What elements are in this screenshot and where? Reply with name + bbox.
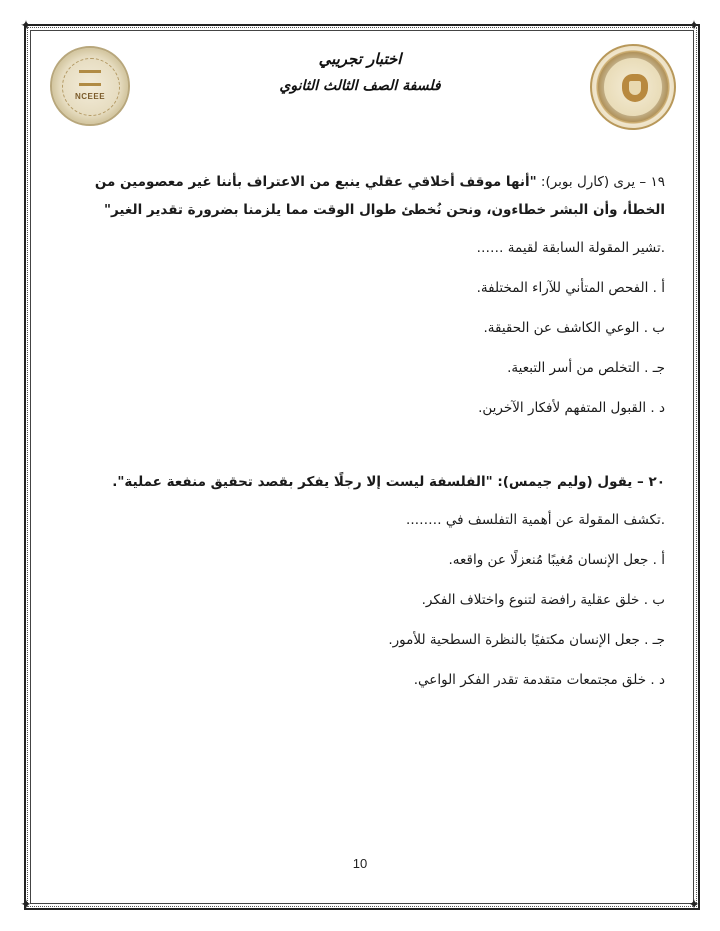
question-stem bbox=[55, 168, 665, 224]
answer-option[interactable]: جـ . جعل الإنسان مكتفيًا بالنظرة السطحية للأمور. bbox=[388, 632, 665, 648]
corner-ornament-icon: ✦ bbox=[20, 897, 32, 913]
exam-subtitle: فلسفة الصف الثالث الثانوي bbox=[279, 78, 441, 94]
question-number-lead: ٢٠ – يقول (وليم جيمس): bbox=[492, 474, 665, 490]
answer-option[interactable]: د . القبول المتفهم لأفكار الآخرين. bbox=[478, 400, 665, 416]
question-quote: "الفلسفة ليست إلا رجلًا يفكر بقصد تحقيق منفعة عملية". bbox=[112, 474, 493, 490]
answer-option[interactable]: جـ . التخلص من أسر التبعية. bbox=[507, 360, 665, 376]
answer-option[interactable]: د . خلق مجتمعات متقدمة تقدر الفكر الواعي. bbox=[413, 672, 665, 688]
ministry-of-education-logo bbox=[590, 44, 676, 130]
exam-title: اختبار تجريبي bbox=[318, 50, 402, 68]
question-number-lead: ١٩ – يرى (كارل بوبر): bbox=[536, 174, 665, 190]
answer-option[interactable]: أ . الفحص المتأني للآراء المختلفة. bbox=[476, 280, 665, 296]
question-19 bbox=[55, 168, 665, 418]
question-quote: "أنها موقف أخلاقي عقلي ينبع من الاعتراف بأننا غير معصومين من الخطأ، وأن البشر خطاءون، ونحن نُخطئ طوال الوقت مما يلزمنا بضرورة تقدير الغير" bbox=[94, 174, 665, 218]
corner-ornament-icon: ✦ bbox=[688, 18, 700, 34]
question-prompt: .تكشف المقولة عن أهمية التفلسف في …….. bbox=[406, 512, 665, 528]
question-stem bbox=[55, 468, 665, 496]
question-prompt: .تشير المقولة السابقة لقيمة …… bbox=[476, 240, 665, 256]
nceee-logo-text: NCEEE bbox=[74, 92, 106, 101]
questions-section bbox=[55, 168, 665, 690]
question-20 bbox=[55, 468, 665, 690]
nceee-logo bbox=[50, 46, 130, 126]
page-number: 10 bbox=[352, 856, 368, 871]
answer-option[interactable]: ب . الوعي الكاشف عن الحقيقة. bbox=[483, 320, 665, 336]
answer-option[interactable]: ب . خلق عقلية رافضة لتنوع واختلاف الفكر. bbox=[421, 592, 665, 608]
corner-ornament-icon: ✦ bbox=[688, 897, 700, 913]
corner-ornament-icon: ✦ bbox=[20, 18, 32, 34]
answer-option[interactable]: أ . جعل الإنسان مُغيبًا مُنعزلًا عن واقعه. bbox=[448, 552, 665, 568]
